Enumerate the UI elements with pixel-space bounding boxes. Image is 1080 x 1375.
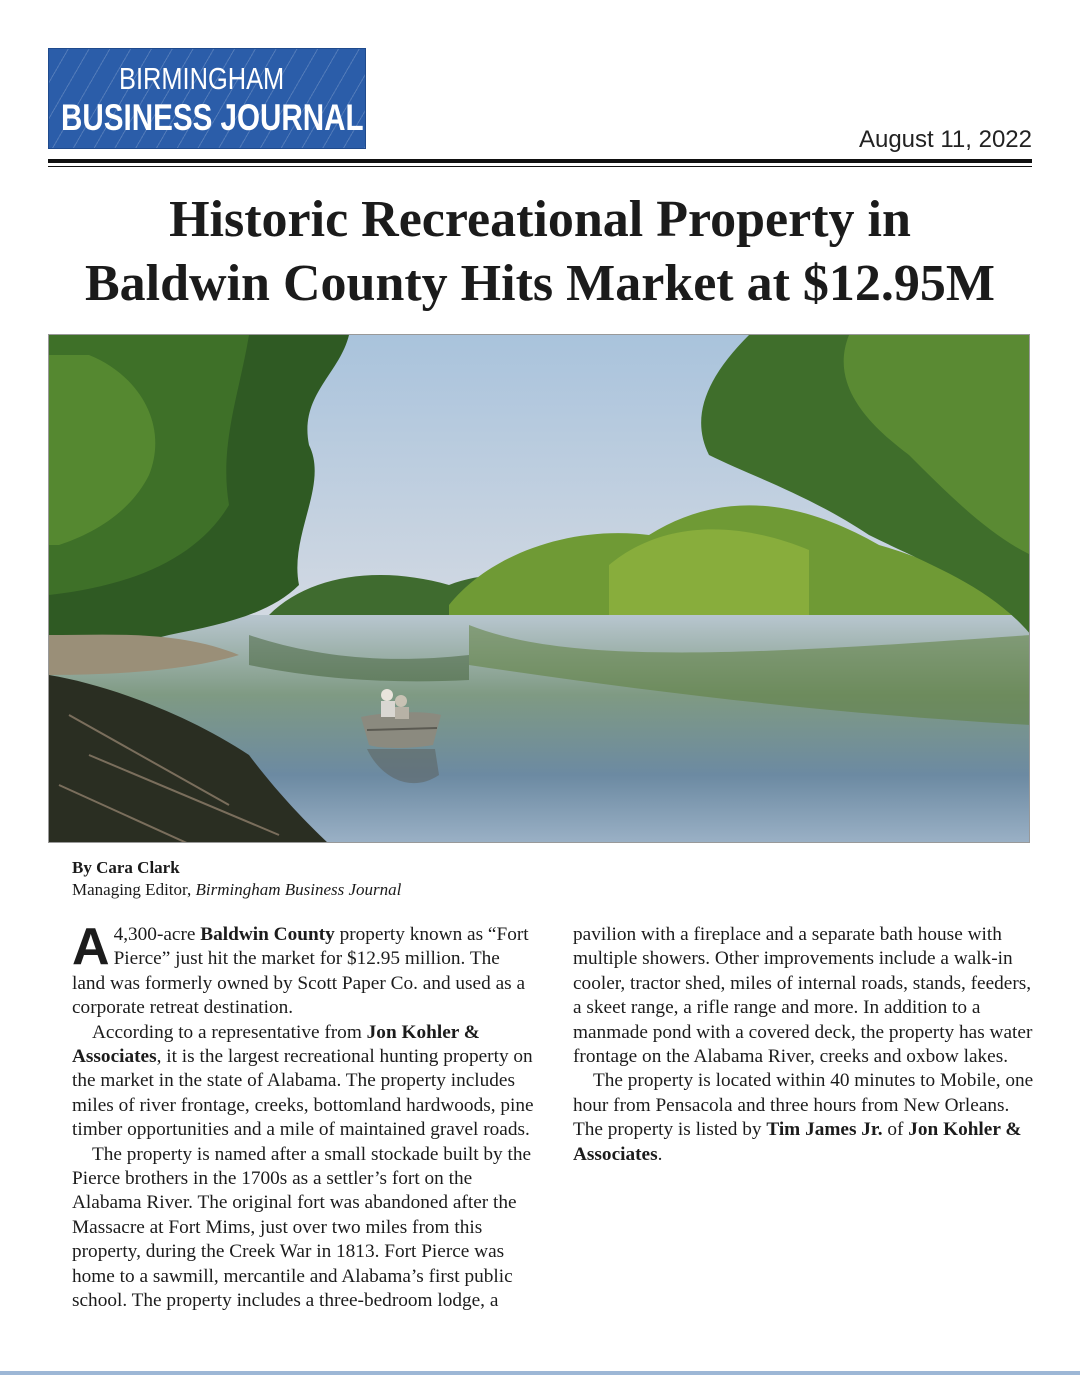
author-name: By Cara Clark [72, 858, 180, 877]
logo-line-2: BUSINESS JOURNAL [61, 97, 364, 138]
paragraph-text: , it is the largest recreational hunting property on the market in the state of Alabama. The property includes miles of river frontage, creeks, bottomland hardwoods, pine timber opportunities and a mile of maintained gravel roads. [72, 1046, 534, 1141]
masthead-rule-thick [48, 159, 1032, 163]
bold-term: Baldwin County [200, 924, 335, 945]
article-headline [40, 188, 1040, 316]
paragraph-text: of [882, 1119, 909, 1141]
bold-term: Tim James Jr. [766, 1119, 883, 1141]
headline-line-1: Historic Recreational Property in [169, 191, 911, 248]
page-bottom-border [0, 1371, 1080, 1375]
publication-logo [48, 48, 366, 149]
article-column-2 [573, 923, 1035, 1167]
author-role [72, 879, 401, 901]
paragraph-text: 4,300-acre [113, 924, 201, 945]
headline-line-2: Baldwin County Hits Market at $12.95M [85, 255, 995, 312]
article-paragraph-2 [72, 1021, 534, 1143]
article-paragraph-1 [72, 918, 534, 1021]
byline [72, 857, 401, 901]
article-paragraph-4 [573, 1069, 1035, 1167]
paragraph-text: property known as “Fort Pierce” just hit the market for $12.95 million. The land was formerly owned by Scott Paper Co. and used as a corporate retreat destination. [72, 924, 529, 1019]
river-scene-illustration [49, 335, 1030, 843]
bold-term: Jon Kohler & Associates [573, 1119, 1022, 1165]
paragraph-text: According to a representative from [92, 1021, 367, 1043]
publication-date: August 11, 2022 [858, 126, 1032, 153]
bold-term: Jon Kohler & Associates [72, 1021, 480, 1068]
article-paragraph-3-continued [573, 923, 1035, 1069]
author-title: Managing Editor, [72, 880, 196, 899]
publication-name: Birmingham Business Journal [195, 880, 402, 899]
logo-line-1: BIRMINGHAM [119, 61, 285, 96]
drop-cap: A [72, 918, 110, 976]
masthead-rule-thin [48, 166, 1032, 167]
paragraph-text: pavilion with a fireplace and a separate bath house with multiple showers. Other improvements include a walk-in cooler, tractor shed, miles of internal roads, stands, feeders, a skeet range, a rifle range and more. In addition to a manmade pond with a covered deck, the property has water frontage on the Alabama River, creeks and oxbow lakes. [573, 924, 1033, 1068]
paragraph-text: The property is located within 40 minutes to Mobile, one hour from Pensacola and three hours from New Orleans. The property is listed by [573, 1070, 1034, 1141]
article-paragraph-3 [72, 1143, 534, 1314]
paragraph-text: The property is named after a small stockade built by the Pierce brothers in the 1700s as a settler’s fort on the Alabama River. The original fort was abandoned after the Massacre at Fort Mims, just over two miles from this property, during the Creek War in 1813. Fort Pierce was home to a sawmill, mercantile and Alabama’s first public school. The property includes a three-bedroom lodge, a [72, 1143, 532, 1312]
paragraph-text: . [657, 1143, 663, 1165]
river-photo [48, 334, 1030, 843]
article-column-1 [72, 918, 534, 1314]
